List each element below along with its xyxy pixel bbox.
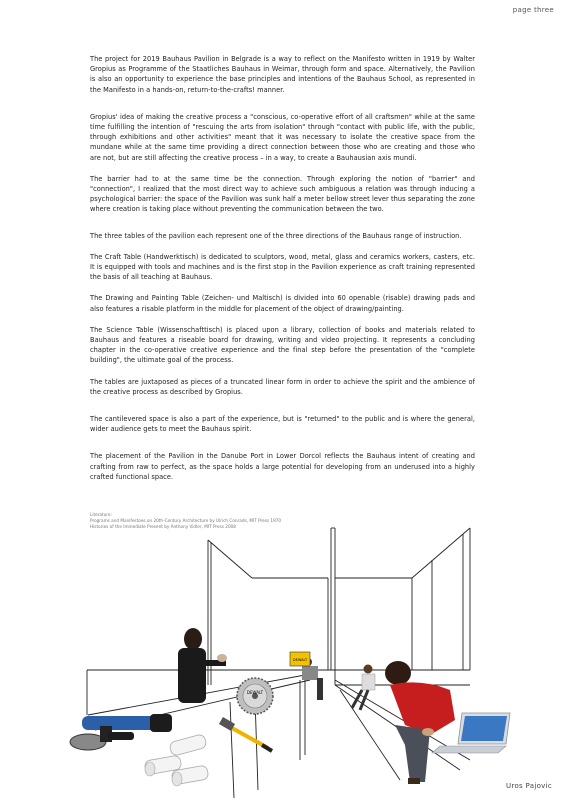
paragraph-cantilevered-space: The cantilevered space is also a part of the experience, but is "returned" to the public and is where the general, wider audience gets to meet the Bauhaus spirit. — [90, 415, 475, 434]
person-figure-red-shirt — [385, 661, 455, 784]
hammer-icon — [219, 717, 272, 751]
paragraph-three-tables: The three tables of the pavilion each represent one of the three directions of the Bauhaus range of instruction. — [90, 231, 462, 240]
saw-blade-icon — [237, 678, 273, 714]
literature-heading: Literature: — [90, 512, 112, 517]
pavilion-collage-illustration — [0, 520, 566, 800]
saw-box-icon — [290, 652, 310, 666]
paragraph-gropius-idea: Gropius' idea of making the creative process a "conscious, co-operative effort of all craftsmen" while at the same time fulfilling the intention of "rescuing the arts from isolation" through "contact with public life, with the public, through exhibitions and other activities" meant that it was necessary to isolate the creative space from the mundane while at the same time providing a direct connection between those who are creating and those who are not, but are still affecting the creative process – in a way, to create a Bauhausian axis mundi. — [90, 112, 475, 162]
person-figure-seated — [352, 665, 375, 711]
paper-rolls-icon — [144, 734, 209, 786]
saw-box-label: DEWALT — [292, 658, 308, 662]
body-text — [90, 54, 475, 482]
literature-item: Histories of the Immediate Present by Anthony Vidler, MIT Press 2008 — [90, 524, 236, 529]
author-name: Uros Pajovic — [506, 782, 552, 790]
paragraph-science-table: The Science Table (Wissenschafttisch) is placed upon a library, collection of books and materials related to Bauhaus and features a riseable board for drawing, writing and video projecting. It represents a concluding chapter in the co-operative creative experience and the final step before the presentation of the "complete building", the ultimate goal of the process. — [90, 325, 475, 365]
person-figure-suit — [178, 628, 227, 703]
paragraph-barrier: The barrier had to at the same time be the connection. Through exploring the notion of "barrier" and "connection", I realized that the most direct way to achieve such ambiguous a relation was through inducing a psychological barrier: the space of the Pavilion was sunk half a meter bellow street lever thus separating the zone where creation is taking place without preventing the communication between the two. — [90, 174, 475, 214]
paragraph-intro: The project for 2019 Bauhaus Pavilion in Belgrade is a way to reflect on the Manifesto written in 1919 by Walter Gropius as Programme of the Staatliches Bauhaus in Weimar, through form and space. Alternatively, the Pavilion is also an opportunity to experience the base principles and intentions of the Bauhaus School, as represented in the Manifesto in a hands-on, return-to-the-crafts! manner. — [90, 55, 475, 94]
angle-grinder-icon — [70, 714, 172, 750]
paragraph-craft-table: The Craft Table (Handwerktisch) is dedicated to sculptors, wood, metal, glass and ceramics workers, casters, etc. It is equipped with tools and machines and is the first stop in the Pavilion experience as craft training represented the basis of all teaching at Bauhaus. — [90, 252, 475, 282]
paragraph-drawing-table: The Drawing and Painting Table (Zeichen- und Maltisch) is divided into 60 openable (risable) drawing pads and also features a risable platform in the middle for placement of the object of drawing/painting. — [90, 294, 475, 313]
paragraph-juxtaposed-tables: The tables are juxtaposed as pieces of a truncated linear form in order to achieve the spirit and the ambience of the creative process as described by Gropius. — [90, 377, 475, 396]
literature-item: Programs and Manifestoes on 20th-Century Architecture by Ulrich Conrads, MIT Press 1970 — [90, 518, 282, 523]
paragraph-placement: The placement of the Pavilion in the Danube Port in Lower Dorcol reflects the Bauhaus intent of creating and crafting from raw to perfect, as the space holds a large potential for developing from an underused into a highly crafted functional space. — [90, 452, 475, 481]
saw-blade-label: DEWALT — [246, 690, 264, 695]
page-number-label: page three — [512, 6, 554, 14]
